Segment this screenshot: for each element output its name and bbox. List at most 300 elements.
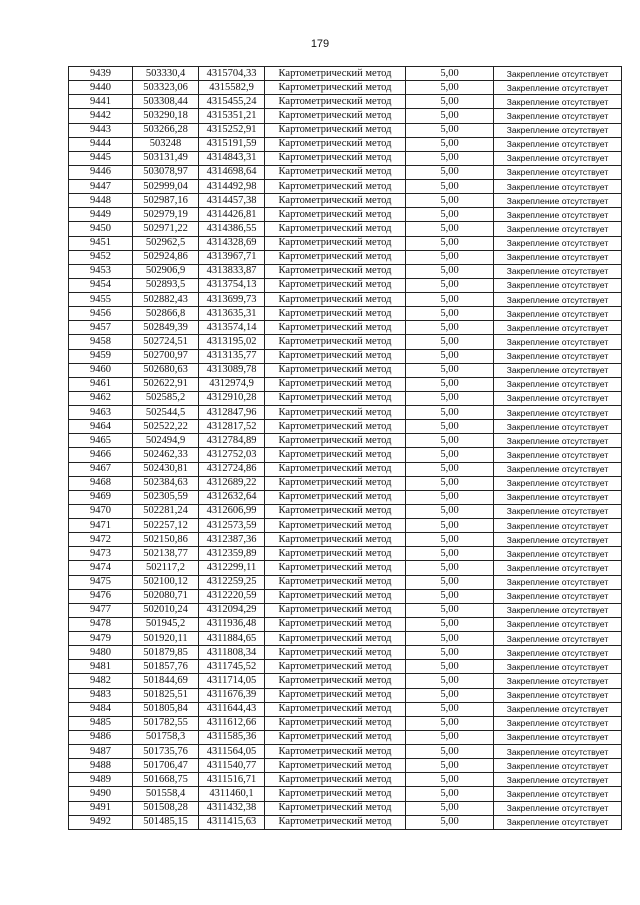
accuracy-cell: 5,00 [406, 321, 494, 335]
point-number-cell: 9489 [69, 773, 133, 787]
accuracy-cell: 5,00 [406, 603, 494, 617]
accuracy-cell: 5,00 [406, 278, 494, 292]
y-coordinate-cell: 4313967,71 [199, 250, 265, 264]
accuracy-cell: 5,00 [406, 589, 494, 603]
fixing-status-cell: Закрепление отсутствует [494, 490, 622, 504]
x-coordinate-cell: 502281,24 [133, 504, 199, 518]
y-coordinate-cell: 4312387,36 [199, 533, 265, 547]
x-coordinate-cell: 502999,04 [133, 180, 199, 194]
y-coordinate-cell: 4311460,1 [199, 787, 265, 801]
fixing-status-cell: Закрепление отсутствует [494, 81, 622, 95]
x-coordinate-cell: 502462,33 [133, 448, 199, 462]
x-coordinate-cell: 501758,3 [133, 730, 199, 744]
y-coordinate-cell: 4312259,25 [199, 575, 265, 589]
y-coordinate-cell: 4315455,24 [199, 95, 265, 109]
method-cell: Картометрический метод [265, 646, 406, 660]
y-coordinate-cell: 4312910,28 [199, 391, 265, 405]
table-row [69, 759, 622, 773]
x-coordinate-cell: 502010,24 [133, 603, 199, 617]
table-row [69, 815, 622, 829]
table-row [69, 222, 622, 236]
point-number-cell: 9441 [69, 95, 133, 109]
y-coordinate-cell: 4312632,64 [199, 490, 265, 504]
y-coordinate-cell: 4313635,31 [199, 307, 265, 321]
table-row [69, 448, 622, 462]
accuracy-cell: 5,00 [406, 730, 494, 744]
method-cell: Картометрический метод [265, 603, 406, 617]
x-coordinate-cell: 503290,18 [133, 109, 199, 123]
y-coordinate-cell: 4313754,13 [199, 278, 265, 292]
fixing-status-cell: Закрепление отсутствует [494, 151, 622, 165]
x-coordinate-cell: 501857,76 [133, 660, 199, 674]
point-number-cell: 9464 [69, 420, 133, 434]
y-coordinate-cell: 4313699,73 [199, 293, 265, 307]
point-number-cell: 9450 [69, 222, 133, 236]
fixing-status-cell: Закрепление отсутствует [494, 307, 622, 321]
method-cell: Картометрический метод [265, 420, 406, 434]
table-row [69, 137, 622, 151]
method-cell: Картометрический метод [265, 67, 406, 81]
accuracy-cell: 5,00 [406, 123, 494, 137]
accuracy-cell: 5,00 [406, 476, 494, 490]
table-row [69, 95, 622, 109]
x-coordinate-cell: 501668,75 [133, 773, 199, 787]
y-coordinate-cell: 4311432,38 [199, 801, 265, 815]
coordinates-table [68, 66, 622, 830]
method-cell: Картометрический метод [265, 363, 406, 377]
method-cell: Картометрический метод [265, 476, 406, 490]
accuracy-cell: 5,00 [406, 547, 494, 561]
table-row [69, 363, 622, 377]
point-number-cell: 9460 [69, 363, 133, 377]
fixing-status-cell: Закрепление отсутствует [494, 603, 622, 617]
point-number-cell: 9471 [69, 519, 133, 533]
x-coordinate-cell: 503248 [133, 137, 199, 151]
fixing-status-cell: Закрепление отсутствует [494, 448, 622, 462]
y-coordinate-cell: 4315351,21 [199, 109, 265, 123]
method-cell: Картометрический метод [265, 547, 406, 561]
table-row [69, 646, 622, 660]
accuracy-cell: 5,00 [406, 815, 494, 829]
fixing-status-cell: Закрепление отсутствует [494, 759, 622, 773]
point-number-cell: 9470 [69, 504, 133, 518]
method-cell: Картометрический метод [265, 137, 406, 151]
table-row [69, 575, 622, 589]
x-coordinate-cell: 502893,5 [133, 278, 199, 292]
x-coordinate-cell: 502522,22 [133, 420, 199, 434]
fixing-status-cell: Закрепление отсутствует [494, 787, 622, 801]
point-number-cell: 9487 [69, 745, 133, 759]
table-row [69, 660, 622, 674]
point-number-cell: 9454 [69, 278, 133, 292]
table-row [69, 547, 622, 561]
method-cell: Картометрический метод [265, 95, 406, 109]
fixing-status-cell: Закрепление отсутствует [494, 335, 622, 349]
fixing-status-cell: Закрепление отсутствует [494, 349, 622, 363]
method-cell: Картометрический метод [265, 702, 406, 716]
x-coordinate-cell: 502138,77 [133, 547, 199, 561]
fixing-status-cell: Закрепление отсутствует [494, 109, 622, 123]
fixing-status-cell: Закрепление отсутствует [494, 406, 622, 420]
accuracy-cell: 5,00 [406, 504, 494, 518]
table-row [69, 730, 622, 744]
table-row [69, 632, 622, 646]
point-number-cell: 9490 [69, 787, 133, 801]
table-row [69, 462, 622, 476]
accuracy-cell: 5,00 [406, 575, 494, 589]
x-coordinate-cell: 502700,97 [133, 349, 199, 363]
table-row [69, 476, 622, 490]
method-cell: Картометрический метод [265, 787, 406, 801]
fixing-status-cell: Закрепление отсутствует [494, 716, 622, 730]
method-cell: Картометрический метод [265, 151, 406, 165]
point-number-cell: 9481 [69, 660, 133, 674]
y-coordinate-cell: 4312689,22 [199, 476, 265, 490]
point-number-cell: 9457 [69, 321, 133, 335]
fixing-status-cell: Закрепление отсутствует [494, 462, 622, 476]
table-row [69, 533, 622, 547]
accuracy-cell: 5,00 [406, 194, 494, 208]
accuracy-cell: 5,00 [406, 307, 494, 321]
y-coordinate-cell: 4314457,38 [199, 194, 265, 208]
point-number-cell: 9482 [69, 674, 133, 688]
point-number-cell: 9475 [69, 575, 133, 589]
method-cell: Картометрический метод [265, 561, 406, 575]
point-number-cell: 9473 [69, 547, 133, 561]
accuracy-cell: 5,00 [406, 165, 494, 179]
point-number-cell: 9469 [69, 490, 133, 504]
fixing-status-cell: Закрепление отсутствует [494, 95, 622, 109]
y-coordinate-cell: 4311540,77 [199, 759, 265, 773]
accuracy-cell: 5,00 [406, 95, 494, 109]
point-number-cell: 9477 [69, 603, 133, 617]
table-row [69, 787, 622, 801]
x-coordinate-cell: 501485,15 [133, 815, 199, 829]
x-coordinate-cell: 503330,4 [133, 67, 199, 81]
accuracy-cell: 5,00 [406, 434, 494, 448]
table-row [69, 208, 622, 222]
method-cell: Картометрический метод [265, 264, 406, 278]
method-cell: Картометрический метод [265, 349, 406, 363]
point-number-cell: 9442 [69, 109, 133, 123]
accuracy-cell: 5,00 [406, 561, 494, 575]
method-cell: Картометрический метод [265, 406, 406, 420]
table-row [69, 81, 622, 95]
x-coordinate-cell: 502305,59 [133, 490, 199, 504]
fixing-status-cell: Закрепление отсутствует [494, 236, 622, 250]
fixing-status-cell: Закрепление отсутствует [494, 519, 622, 533]
point-number-cell: 9453 [69, 264, 133, 278]
x-coordinate-cell: 501735,76 [133, 745, 199, 759]
x-coordinate-cell: 501805,84 [133, 702, 199, 716]
x-coordinate-cell: 503266,28 [133, 123, 199, 137]
point-number-cell: 9439 [69, 67, 133, 81]
point-number-cell: 9468 [69, 476, 133, 490]
accuracy-cell: 5,00 [406, 67, 494, 81]
point-number-cell: 9462 [69, 391, 133, 405]
fixing-status-cell: Закрепление отсутствует [494, 674, 622, 688]
table-row [69, 617, 622, 631]
accuracy-cell: 5,00 [406, 660, 494, 674]
accuracy-cell: 5,00 [406, 137, 494, 151]
table-row [69, 321, 622, 335]
method-cell: Картометрический метод [265, 773, 406, 787]
point-number-cell: 9483 [69, 688, 133, 702]
y-coordinate-cell: 4314843,31 [199, 151, 265, 165]
table-row [69, 716, 622, 730]
point-number-cell: 9476 [69, 589, 133, 603]
table-row [69, 293, 622, 307]
table-row [69, 307, 622, 321]
accuracy-cell: 5,00 [406, 250, 494, 264]
accuracy-cell: 5,00 [406, 773, 494, 787]
accuracy-cell: 5,00 [406, 335, 494, 349]
x-coordinate-cell: 502724,51 [133, 335, 199, 349]
method-cell: Картометрический метод [265, 801, 406, 815]
fixing-status-cell: Закрепление отсутствует [494, 222, 622, 236]
accuracy-cell: 5,00 [406, 293, 494, 307]
fixing-status-cell: Закрепление отсутствует [494, 815, 622, 829]
method-cell: Картометрический метод [265, 250, 406, 264]
y-coordinate-cell: 4311644,43 [199, 702, 265, 716]
fixing-status-cell: Закрепление отсутствует [494, 264, 622, 278]
y-coordinate-cell: 4314328,69 [199, 236, 265, 250]
method-cell: Картометрический метод [265, 123, 406, 137]
accuracy-cell: 5,00 [406, 151, 494, 165]
fixing-status-cell: Закрепление отсутствует [494, 660, 622, 674]
y-coordinate-cell: 4311808,34 [199, 646, 265, 660]
fixing-status-cell: Закрепление отсутствует [494, 391, 622, 405]
method-cell: Картометрический метод [265, 759, 406, 773]
method-cell: Картометрический метод [265, 448, 406, 462]
fixing-status-cell: Закрепление отсутствует [494, 194, 622, 208]
x-coordinate-cell: 501782,55 [133, 716, 199, 730]
point-number-cell: 9465 [69, 434, 133, 448]
table-row [69, 702, 622, 716]
accuracy-cell: 5,00 [406, 617, 494, 631]
accuracy-cell: 5,00 [406, 109, 494, 123]
x-coordinate-cell: 502882,43 [133, 293, 199, 307]
table-row [69, 504, 622, 518]
point-number-cell: 9445 [69, 151, 133, 165]
accuracy-cell: 5,00 [406, 377, 494, 391]
page-number: 179 [310, 38, 330, 50]
fixing-status-cell: Закрепление отсутствует [494, 180, 622, 194]
point-number-cell: 9463 [69, 406, 133, 420]
table-row [69, 67, 622, 81]
x-coordinate-cell: 502494,9 [133, 434, 199, 448]
table-row [69, 391, 622, 405]
coordinates-table-body [69, 67, 622, 830]
table-row [69, 406, 622, 420]
method-cell: Картометрический метод [265, 815, 406, 829]
y-coordinate-cell: 4311676,39 [199, 688, 265, 702]
x-coordinate-cell: 502585,2 [133, 391, 199, 405]
x-coordinate-cell: 501706,47 [133, 759, 199, 773]
y-coordinate-cell: 4315191,59 [199, 137, 265, 151]
accuracy-cell: 5,00 [406, 391, 494, 405]
point-number-cell: 9452 [69, 250, 133, 264]
table-row [69, 264, 622, 278]
table-row [69, 603, 622, 617]
x-coordinate-cell: 501825,51 [133, 688, 199, 702]
y-coordinate-cell: 4313089,78 [199, 363, 265, 377]
x-coordinate-cell: 501844,69 [133, 674, 199, 688]
accuracy-cell: 5,00 [406, 264, 494, 278]
accuracy-cell: 5,00 [406, 349, 494, 363]
method-cell: Картометрический метод [265, 632, 406, 646]
y-coordinate-cell: 4312752,03 [199, 448, 265, 462]
y-coordinate-cell: 4312299,11 [199, 561, 265, 575]
accuracy-cell: 5,00 [406, 674, 494, 688]
x-coordinate-cell: 501508,28 [133, 801, 199, 815]
y-coordinate-cell: 4314698,64 [199, 165, 265, 179]
table-row [69, 801, 622, 815]
point-number-cell: 9466 [69, 448, 133, 462]
method-cell: Картометрический метод [265, 434, 406, 448]
point-number-cell: 9459 [69, 349, 133, 363]
accuracy-cell: 5,00 [406, 787, 494, 801]
y-coordinate-cell: 4314386,55 [199, 222, 265, 236]
accuracy-cell: 5,00 [406, 208, 494, 222]
y-coordinate-cell: 4312784,89 [199, 434, 265, 448]
method-cell: Картометрический метод [265, 519, 406, 533]
fixing-status-cell: Закрепление отсутствует [494, 67, 622, 81]
y-coordinate-cell: 4311585,36 [199, 730, 265, 744]
accuracy-cell: 5,00 [406, 406, 494, 420]
table-row [69, 377, 622, 391]
method-cell: Картометрический метод [265, 688, 406, 702]
accuracy-cell: 5,00 [406, 448, 494, 462]
accuracy-cell: 5,00 [406, 702, 494, 716]
method-cell: Картометрический метод [265, 660, 406, 674]
x-coordinate-cell: 502080,71 [133, 589, 199, 603]
point-number-cell: 9478 [69, 617, 133, 631]
y-coordinate-cell: 4311564,05 [199, 745, 265, 759]
y-coordinate-cell: 4311745,52 [199, 660, 265, 674]
point-number-cell: 9485 [69, 716, 133, 730]
fixing-status-cell: Закрепление отсутствует [494, 434, 622, 448]
point-number-cell: 9455 [69, 293, 133, 307]
x-coordinate-cell: 502117,2 [133, 561, 199, 575]
point-number-cell: 9479 [69, 632, 133, 646]
accuracy-cell: 5,00 [406, 363, 494, 377]
method-cell: Картометрический метод [265, 589, 406, 603]
fixing-status-cell: Закрепление отсутствует [494, 123, 622, 137]
y-coordinate-cell: 4313833,87 [199, 264, 265, 278]
accuracy-cell: 5,00 [406, 632, 494, 646]
x-coordinate-cell: 502430,81 [133, 462, 199, 476]
table-row [69, 194, 622, 208]
accuracy-cell: 5,00 [406, 236, 494, 250]
accuracy-cell: 5,00 [406, 688, 494, 702]
table-row [69, 420, 622, 434]
method-cell: Картометрический метод [265, 533, 406, 547]
fixing-status-cell: Закрепление отсутствует [494, 589, 622, 603]
fixing-status-cell: Закрепление отсутствует [494, 646, 622, 660]
x-coordinate-cell: 501558,4 [133, 787, 199, 801]
point-number-cell: 9484 [69, 702, 133, 716]
y-coordinate-cell: 4311936,48 [199, 617, 265, 631]
fixing-status-cell: Закрепление отсутствует [494, 745, 622, 759]
accuracy-cell: 5,00 [406, 180, 494, 194]
y-coordinate-cell: 4312359,89 [199, 547, 265, 561]
method-cell: Картометрический метод [265, 462, 406, 476]
table-row [69, 674, 622, 688]
table-row [69, 278, 622, 292]
x-coordinate-cell: 503323,06 [133, 81, 199, 95]
y-coordinate-cell: 4314492,98 [199, 180, 265, 194]
method-cell: Картометрический метод [265, 208, 406, 222]
method-cell: Картометрический метод [265, 222, 406, 236]
fixing-status-cell: Закрепление отсутствует [494, 208, 622, 222]
accuracy-cell: 5,00 [406, 490, 494, 504]
point-number-cell: 9444 [69, 137, 133, 151]
method-cell: Картометрический метод [265, 321, 406, 335]
method-cell: Картометрический метод [265, 109, 406, 123]
x-coordinate-cell: 503308,44 [133, 95, 199, 109]
table-row [69, 335, 622, 349]
accuracy-cell: 5,00 [406, 533, 494, 547]
point-number-cell: 9488 [69, 759, 133, 773]
x-coordinate-cell: 502150,86 [133, 533, 199, 547]
x-coordinate-cell: 501945,2 [133, 617, 199, 631]
x-coordinate-cell: 502257,12 [133, 519, 199, 533]
x-coordinate-cell: 502962,5 [133, 236, 199, 250]
x-coordinate-cell: 503078,97 [133, 165, 199, 179]
point-number-cell: 9440 [69, 81, 133, 95]
fixing-status-cell: Закрепление отсутствует [494, 688, 622, 702]
fixing-status-cell: Закрепление отсутствует [494, 533, 622, 547]
point-number-cell: 9448 [69, 194, 133, 208]
table-row [69, 250, 622, 264]
y-coordinate-cell: 4315582,9 [199, 81, 265, 95]
accuracy-cell: 5,00 [406, 222, 494, 236]
fixing-status-cell: Закрепление отсутствует [494, 377, 622, 391]
fixing-status-cell: Закрепление отсутствует [494, 561, 622, 575]
method-cell: Картометрический метод [265, 716, 406, 730]
y-coordinate-cell: 4313574,14 [199, 321, 265, 335]
x-coordinate-cell: 502924,86 [133, 250, 199, 264]
y-coordinate-cell: 4312094,29 [199, 603, 265, 617]
table-row [69, 688, 622, 702]
y-coordinate-cell: 4312220,59 [199, 589, 265, 603]
fixing-status-cell: Закрепление отсутствует [494, 773, 622, 787]
table-row [69, 745, 622, 759]
y-coordinate-cell: 4314426,81 [199, 208, 265, 222]
method-cell: Картометрический метод [265, 307, 406, 321]
table-row [69, 589, 622, 603]
point-number-cell: 9492 [69, 815, 133, 829]
fixing-status-cell: Закрепление отсутствует [494, 801, 622, 815]
y-coordinate-cell: 4312974,9 [199, 377, 265, 391]
x-coordinate-cell: 502866,8 [133, 307, 199, 321]
fixing-status-cell: Закрепление отсутствует [494, 575, 622, 589]
table-row [69, 151, 622, 165]
point-number-cell: 9461 [69, 377, 133, 391]
accuracy-cell: 5,00 [406, 81, 494, 95]
point-number-cell: 9486 [69, 730, 133, 744]
y-coordinate-cell: 4313135,77 [199, 349, 265, 363]
method-cell: Картометрический метод [265, 335, 406, 349]
y-coordinate-cell: 4315252,91 [199, 123, 265, 137]
fixing-status-cell: Закрепление отсутствует [494, 278, 622, 292]
x-coordinate-cell: 502971,22 [133, 222, 199, 236]
method-cell: Картометрический метод [265, 377, 406, 391]
table-row [69, 773, 622, 787]
y-coordinate-cell: 4312847,96 [199, 406, 265, 420]
method-cell: Картометрический метод [265, 617, 406, 631]
